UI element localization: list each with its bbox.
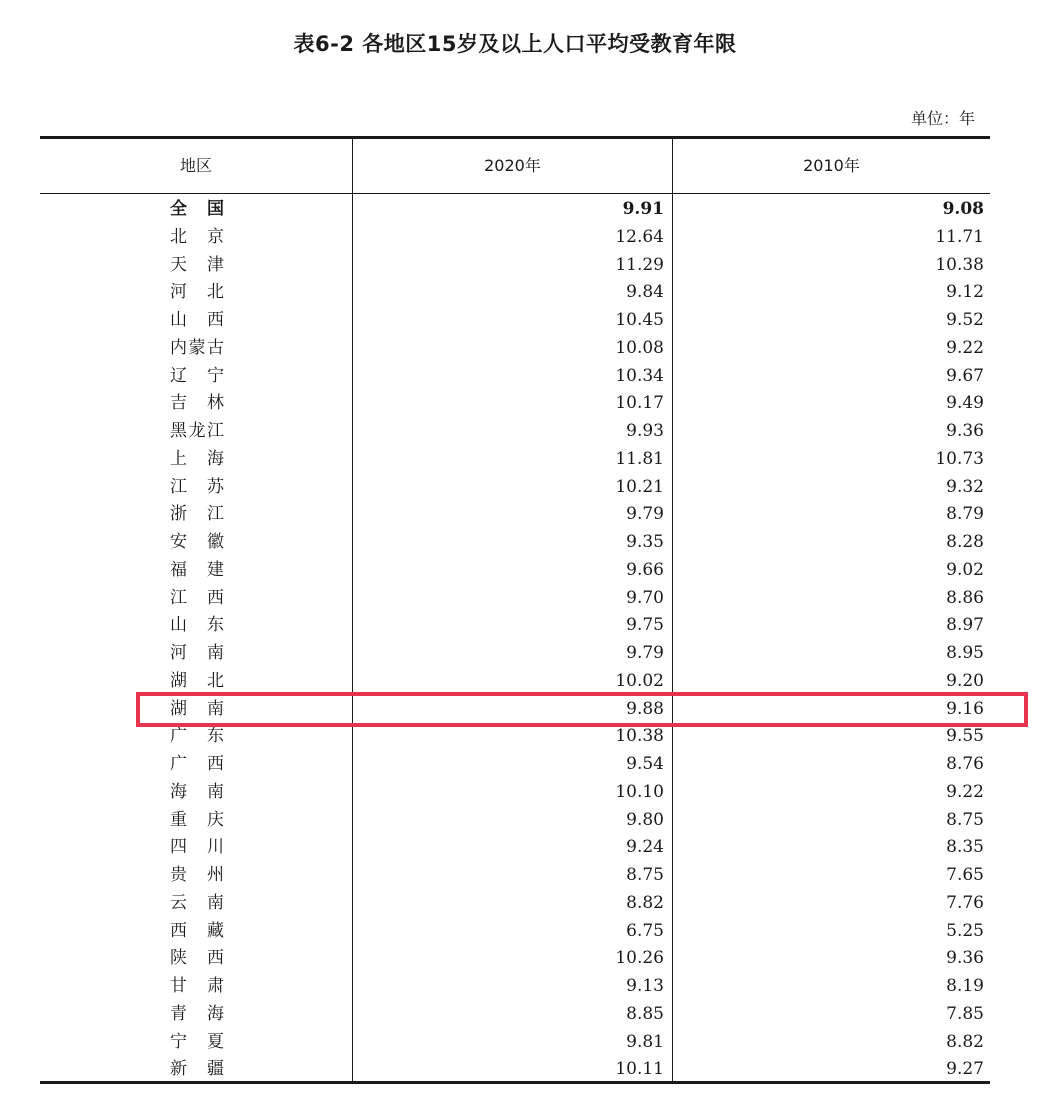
value-2010: 8.97 xyxy=(946,615,984,636)
region-name: 西 藏 xyxy=(170,920,224,941)
value-2020: 9.88 xyxy=(626,698,664,719)
value-2010: 9.36 xyxy=(946,948,984,969)
table-row xyxy=(40,529,990,557)
header-2010: 2010年 xyxy=(803,156,860,175)
table-body xyxy=(40,196,990,1084)
value-2010: 10.73 xyxy=(935,448,984,469)
table-row xyxy=(40,501,990,529)
value-2020: 9.75 xyxy=(626,615,664,636)
region-name: 全 国 xyxy=(170,199,224,219)
value-2010: 9.08 xyxy=(942,199,984,219)
value-2010: 7.65 xyxy=(946,865,984,885)
table-row xyxy=(40,1029,990,1057)
value-2020: 8.85 xyxy=(626,1003,664,1024)
table-row xyxy=(40,779,990,807)
value-2020: 11.29 xyxy=(615,254,664,275)
table-row xyxy=(40,751,990,779)
table-row xyxy=(40,252,990,280)
table-row xyxy=(40,307,990,335)
table-row xyxy=(40,363,990,391)
value-2010: 9.36 xyxy=(946,421,984,441)
value-2020: 9.66 xyxy=(626,559,664,580)
value-2020: 9.54 xyxy=(626,754,664,774)
value-2010: 9.52 xyxy=(946,310,984,330)
value-2020: 10.21 xyxy=(615,476,664,497)
value-2020: 8.75 xyxy=(626,865,664,885)
value-2020: 10.10 xyxy=(615,781,664,802)
region-name: 宁 夏 xyxy=(170,1031,224,1052)
region-name: 湖 北 xyxy=(170,670,224,691)
value-2020: 9.24 xyxy=(626,837,664,858)
value-2020: 9.13 xyxy=(626,976,664,996)
header-2020: 2020年 xyxy=(484,156,541,175)
region-name: 广 东 xyxy=(170,726,224,747)
value-2020: 6.75 xyxy=(626,920,664,941)
table-row xyxy=(40,640,990,668)
value-2020: 11.81 xyxy=(615,448,664,469)
value-2010: 9.16 xyxy=(946,698,984,719)
region-name: 新 疆 xyxy=(170,1059,224,1080)
value-2010: 8.19 xyxy=(946,976,984,996)
table-row xyxy=(40,862,990,890)
value-2020: 9.84 xyxy=(626,282,664,303)
value-2010: 9.32 xyxy=(946,476,984,497)
value-2010: 9.22 xyxy=(946,781,984,802)
region-name: 重 庆 xyxy=(170,809,224,830)
table-row xyxy=(40,807,990,835)
region-name: 辽 宁 xyxy=(170,365,224,386)
table-row xyxy=(40,612,990,640)
unit-label: 单位：年 xyxy=(910,109,975,128)
value-2010: 10.38 xyxy=(935,254,984,275)
region-name: 浙 江 xyxy=(170,504,224,525)
value-2010: 9.27 xyxy=(946,1059,984,1080)
value-2020: 9.80 xyxy=(626,809,664,830)
value-2010: 7.76 xyxy=(946,892,984,913)
value-2020: 10.38 xyxy=(615,726,664,747)
table-row xyxy=(40,1056,990,1084)
region-name: 北 京 xyxy=(170,226,224,247)
table-row xyxy=(40,335,990,363)
value-2010: 8.28 xyxy=(946,532,984,552)
value-2020: 10.34 xyxy=(615,365,664,386)
table-row xyxy=(40,945,990,973)
table-row xyxy=(40,696,990,724)
value-2010: 9.20 xyxy=(946,670,984,691)
region-name: 天 津 xyxy=(170,254,224,275)
value-2010: 8.75 xyxy=(946,809,984,830)
header-region: 地区 xyxy=(179,156,212,175)
value-2010: 11.71 xyxy=(935,226,984,247)
region-name: 陕 西 xyxy=(170,948,224,969)
value-2020: 10.26 xyxy=(615,948,664,969)
region-name: 四 川 xyxy=(170,837,224,858)
region-name: 吉 林 xyxy=(170,393,224,414)
region-name: 山 西 xyxy=(170,310,224,330)
table-row xyxy=(40,474,990,502)
value-2020: 10.11 xyxy=(615,1059,664,1080)
region-name: 广 西 xyxy=(170,754,224,774)
region-name: 甘 肃 xyxy=(170,976,224,996)
value-2010: 8.82 xyxy=(946,1031,984,1052)
value-2020: 10.45 xyxy=(615,310,664,330)
value-2010: 8.79 xyxy=(946,504,984,525)
table-row xyxy=(40,890,990,918)
region-name: 江 苏 xyxy=(170,476,224,497)
table-row xyxy=(40,585,990,613)
value-2010: 7.85 xyxy=(946,1003,984,1024)
region-name: 海 南 xyxy=(170,781,224,802)
table-row xyxy=(40,446,990,474)
table-row xyxy=(40,1001,990,1029)
table-row xyxy=(40,224,990,252)
value-2010: 8.76 xyxy=(946,754,984,774)
value-2020: 8.82 xyxy=(626,892,664,913)
table-header-rule xyxy=(40,193,990,194)
value-2020: 9.79 xyxy=(626,643,664,663)
region-name: 上 海 xyxy=(170,448,224,469)
region-name: 福 建 xyxy=(170,559,224,580)
value-2010: 9.02 xyxy=(946,559,984,580)
table-row xyxy=(40,918,990,946)
value-2020: 10.02 xyxy=(615,670,664,691)
value-2020: 9.35 xyxy=(626,532,664,552)
table-title: 表6-2 各地区15岁及以上人口平均受教育年限 xyxy=(293,32,737,56)
value-2010: 9.67 xyxy=(946,365,984,386)
region-name: 河 南 xyxy=(170,643,224,663)
table-row xyxy=(40,279,990,307)
region-name: 河 北 xyxy=(170,282,224,303)
value-2020: 9.93 xyxy=(626,421,664,441)
table-row xyxy=(40,668,990,696)
value-2010: 9.55 xyxy=(946,726,984,747)
table-row-total xyxy=(40,196,990,224)
value-2020: 9.70 xyxy=(626,587,664,608)
region-name: 安 徽 xyxy=(170,532,224,552)
value-2020: 9.79 xyxy=(626,504,664,525)
value-2010: 8.35 xyxy=(946,837,984,858)
value-2010: 8.95 xyxy=(946,643,984,663)
table-row xyxy=(40,557,990,585)
value-2020: 10.08 xyxy=(615,337,664,358)
region-name: 贵 州 xyxy=(170,865,224,885)
value-2020: 9.91 xyxy=(622,199,664,219)
region-name: 黑龙江 xyxy=(170,421,224,441)
table-row xyxy=(40,834,990,862)
table-row xyxy=(40,390,990,418)
table-row xyxy=(40,418,990,446)
region-name: 内蒙古 xyxy=(170,337,224,358)
value-2020: 9.81 xyxy=(626,1031,664,1052)
region-name: 云 南 xyxy=(170,892,224,913)
value-2010: 9.49 xyxy=(946,393,984,414)
region-name: 山 东 xyxy=(170,615,224,636)
value-2010: 9.12 xyxy=(946,282,984,303)
region-name: 青 海 xyxy=(170,1003,224,1024)
table-row xyxy=(40,723,990,751)
value-2020: 12.64 xyxy=(615,226,664,247)
value-2020: 10.17 xyxy=(615,393,664,414)
value-2010: 5.25 xyxy=(946,920,984,941)
value-2010: 9.22 xyxy=(946,337,984,358)
value-2010: 8.86 xyxy=(946,587,984,608)
region-name: 湖 南 xyxy=(170,698,224,719)
table-row xyxy=(40,973,990,1001)
region-name: 江 西 xyxy=(170,587,224,608)
